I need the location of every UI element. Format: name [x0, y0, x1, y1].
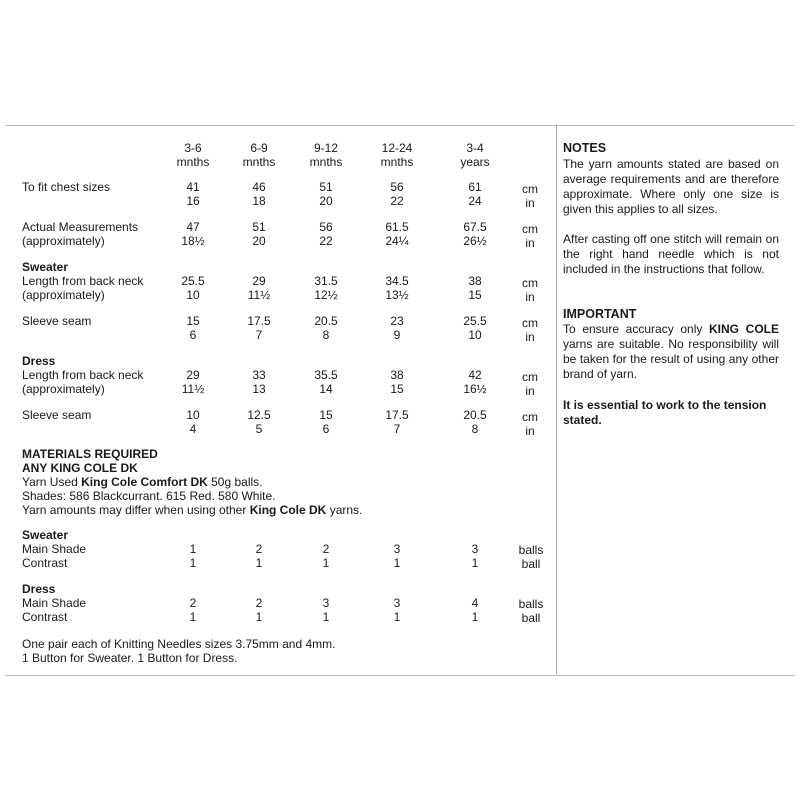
unit-cell: cm in — [522, 316, 538, 344]
row-label: Actual Measurements (approximately) — [22, 220, 139, 248]
cell: 2 1 — [189, 596, 197, 624]
important-body: To ensure accuracy only KING COLE yarns are suitable. No responsibility will be taken for the result of using any other brand of yarn. — [563, 322, 780, 381]
size-header: 3-6 mnths — [176, 141, 210, 169]
needles-line: One pair each of Knitting Needles sizes 3.75mm and 4mm. — [22, 637, 336, 651]
unit-cell: balls ball — [518, 543, 544, 571]
unit-cell: balls ball — [518, 597, 544, 625]
unit-cell: cm in — [522, 222, 538, 250]
cell: 25.5 10 — [181, 274, 205, 302]
cell: 34.5 13½ — [385, 274, 409, 302]
cell: 29 11½ — [247, 274, 271, 302]
cell: 67.5 26½ — [463, 220, 487, 248]
materials-heading: MATERIALS REQUIRED — [22, 447, 158, 461]
cell: 15 6 — [186, 314, 200, 342]
yarn-sweater-heading: Sweater — [22, 528, 69, 542]
important-heading: IMPORTANT — [563, 307, 637, 321]
cell: 35.5 14 — [314, 368, 338, 396]
cell: 42 16½ — [463, 368, 487, 396]
cell: 41 16 — [186, 180, 200, 208]
row-label: Sleeve seam — [22, 408, 92, 422]
cell: 2 1 — [255, 542, 263, 570]
cell: 20.5 8 — [463, 408, 487, 436]
cell: 3 1 — [471, 542, 479, 570]
row-label: Length from back neck (approximately) — [22, 274, 144, 302]
cell: 29 11½ — [181, 368, 205, 396]
cell: 56 22 — [390, 180, 404, 208]
sweater-heading: Sweater — [22, 260, 69, 274]
yarn-used-line: Yarn Used King Cole Comfort DK 50g balls. — [22, 475, 263, 489]
materials-subheading: ANY KING COLE DK — [22, 461, 138, 475]
cell: 17.5 7 — [385, 408, 409, 436]
size-header: 9-12 mnths — [309, 141, 343, 169]
size-header: 6-9 mnths — [242, 141, 276, 169]
cell: 10 4 — [186, 408, 200, 436]
cell: 15 6 — [319, 408, 333, 436]
cell: 20.5 8 — [314, 314, 338, 342]
notes-body-2: After casting off one stitch will remain on the right hand needle which is not included in the instructions that follow. — [563, 232, 779, 276]
cell: 33 13 — [252, 368, 266, 396]
row-label: Main Shade Contrast — [22, 542, 87, 570]
cell: 56 22 — [319, 220, 333, 248]
buttons-line: 1 Button for Sweater. 1 Button for Dress. — [22, 651, 238, 665]
cell: 3 1 — [322, 596, 330, 624]
size-header: 3-4 years — [460, 141, 490, 169]
cell: 3 1 — [393, 596, 401, 624]
unit-cell: cm in — [522, 410, 538, 438]
cell: 61.5 24¼ — [385, 220, 409, 248]
unit-cell: cm in — [522, 370, 538, 398]
unit-cell: cm in — [522, 276, 538, 304]
cell: 1 1 — [189, 542, 197, 570]
cell: 2 1 — [255, 596, 263, 624]
yarn-differ-line: Yarn amounts may differ when using other King Cole DK yarns. — [22, 503, 363, 517]
yarn-dress-heading: Dress — [22, 582, 56, 596]
cell: 38 15 — [468, 274, 482, 302]
cell: 23 9 — [390, 314, 404, 342]
cell: 51 20 — [252, 220, 266, 248]
notes-body: The yarn amounts stated are based on average requirements and are therefore approximate. Where only one size is given this applies to all sizes. — [563, 157, 779, 216]
row-label: Main Shade Contrast — [22, 596, 87, 624]
tension-note: It is essential to work to the tension stated. — [563, 398, 767, 427]
unit-cell: cm in — [522, 182, 538, 210]
size-header: 12-24 mnths — [380, 141, 414, 169]
cell: 25.5 10 — [463, 314, 487, 342]
cell: 46 18 — [252, 180, 266, 208]
row-label: Sleeve seam — [22, 314, 92, 328]
shades-line: Shades: 586 Blackcurrant. 615 Red. 580 White. — [22, 489, 276, 503]
cell: 4 1 — [471, 596, 479, 624]
cell: 2 1 — [322, 542, 330, 570]
cell: 17.5 7 — [247, 314, 271, 342]
cell: 12.5 5 — [247, 408, 271, 436]
notes-heading: NOTES — [563, 141, 607, 155]
cell: 51 20 — [319, 180, 333, 208]
cell: 31.5 12½ — [314, 274, 338, 302]
cell: 38 15 — [390, 368, 404, 396]
cell: 3 1 — [393, 542, 401, 570]
cell: 61 24 — [468, 180, 482, 208]
row-label: To fit chest sizes — [22, 180, 111, 194]
cell: 47 18½ — [181, 220, 205, 248]
dress-heading: Dress — [22, 354, 56, 368]
row-label: Length from back neck (approximately) — [22, 368, 144, 396]
